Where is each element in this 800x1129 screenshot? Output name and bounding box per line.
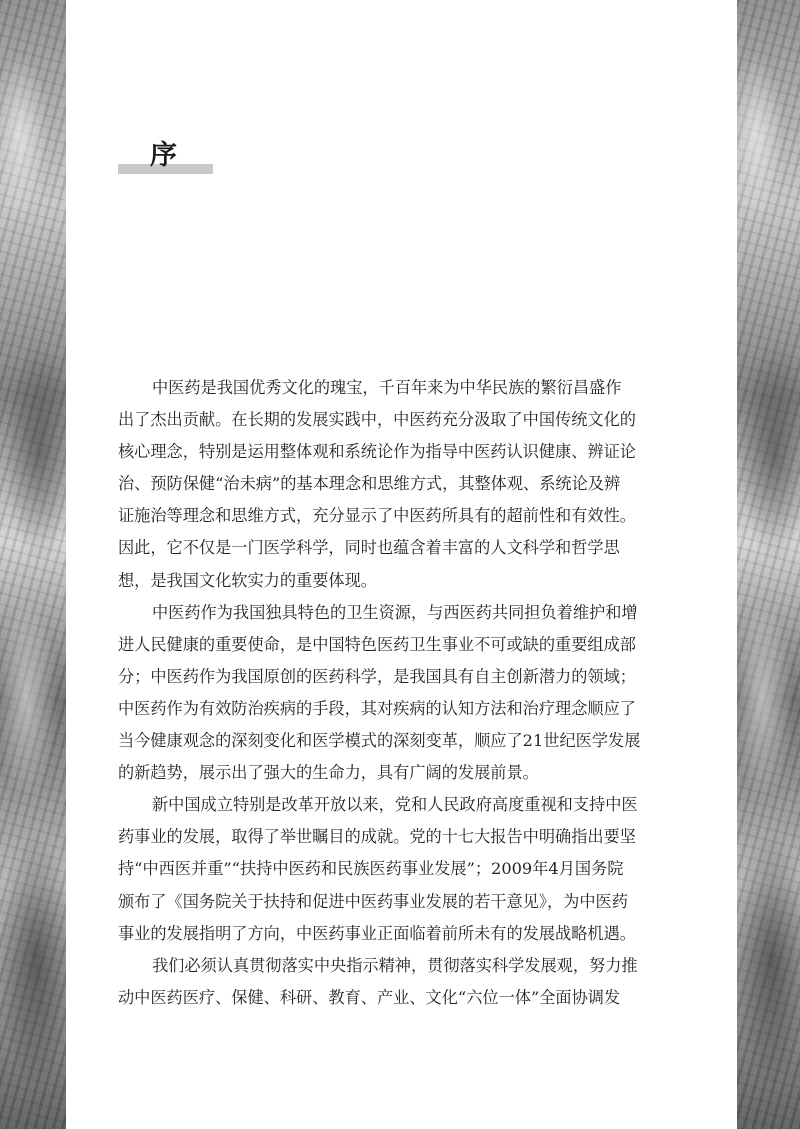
decorative-landscape-right [737, 0, 800, 1129]
text-line: 的新趋势，展示出了强大的生命力，具有广阔的发展前景。 [118, 763, 539, 783]
text-line: 进人民健康的重要使命，是中国特色医药卫生事业不可或缺的重要组成部 [118, 634, 636, 654]
decorative-landscape-left [0, 0, 66, 1129]
text-line: 药事业的发展，取得了举世瞩目的成就。党的十七大报告中明确指出要坚 [118, 827, 636, 847]
text-line: 因此，它不仅是一门医学科学，同时也蕴含着丰富的人文科学和哲学思 [118, 538, 620, 558]
text-line: 分；中医药作为我国原创的医药科学，是我国具有自主创新潜力的领域； [118, 666, 636, 686]
text-line: 持“中西医并重”“扶持中医药和民族医药事业发展”；2009年4月国务院 [118, 859, 624, 879]
preface-body [118, 372, 708, 1014]
text-line: 当今健康观念的深刻变化和医学模式的深刻变革，顺应了21世纪医学发展 [118, 731, 641, 751]
text-line: 治、预防保健“治未病”的基本理念和思维方式，其整体观、系统论及辨 [118, 474, 621, 494]
text-line: 中医药作为我国独具特色的卫生资源，与西医药共同担负着维护和增 [152, 602, 638, 622]
page-title: 序 [150, 140, 177, 171]
text-line: 证施治等理念和思维方式，充分显示了中医药所具有的超前性和有效性。 [118, 506, 636, 526]
text-line: 动中医药医疗、保健、科研、教育、产业、文化“六位一体”全面协调发 [118, 987, 621, 1007]
text-line: 我们必须认真贯彻落实中央指示精神，贯彻落实科学发展观，努力推 [152, 955, 638, 975]
text-line: 事业的发展指明了方向，中医药事业正面临着前所未有的发展战略机遇。 [118, 923, 636, 943]
text-line: 中医药是我国优秀文化的瑰宝，千百年来为中华民族的繁衍昌盛作 [152, 378, 622, 397]
text-line: 核心理念，特别是运用整体观和系统论作为指导中医药认识健康、辨证论 [118, 442, 636, 462]
text-line: 想，是我国文化软实力的重要体现。 [118, 570, 377, 590]
text-line: 中医药作为有效防治疾病的手段，其对疾病的认知方法和治疗理念顺应了 [118, 698, 636, 718]
text-line: 出了杰出贡献。在长期的发展实践中，中医药充分汲取了中国传统文化的 [118, 410, 636, 430]
text-line: 新中国成立特别是改革开放以来，党和人民政府高度重视和支持中医 [152, 795, 638, 815]
text-line: 颁布了《国务院关于扶持和促进中医药事业发展的若干意见》，为中医药 [118, 891, 628, 911]
